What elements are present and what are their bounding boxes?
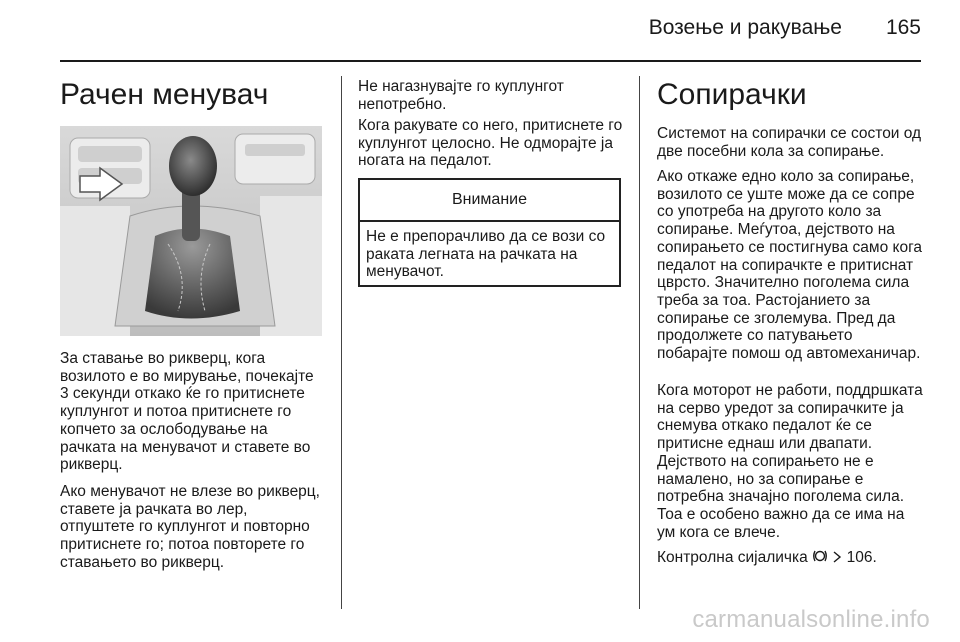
footer-watermark: carmanualsonline.info: [692, 606, 930, 633]
section-heading-manual-transmission: Рачен менувач: [60, 78, 269, 111]
warning-box: [358, 178, 621, 287]
warning-title: Внимание: [360, 180, 619, 222]
column-divider-right: [639, 76, 640, 609]
right-paragraph-2: Ако откаже едно коло за сопирање, возилото се уште може да се сопре со употреба на другото коло за сопирање. Меѓутоа, дејството на сопирањето се постигнува само кога педалот на сопирачкте е притиснат цврсто. Значително поголема сила треба за тоа. Растојанието за сопирање се зголемува. Пред да продолжете со патувањето побарајте помош од автомеханичар.: [657, 168, 922, 363]
right-paragraph-3: Кога моторот не работи, поддршката на серво уредот за сопирачките ја снемува откако педалот ќе се притисне еднаш или двапати. Дејството на сопирањето не е намалено, но за сопирање е потребна значајно поголема сила. Тоа е особено важно да се има на ум кога се влече.: [657, 382, 923, 541]
brake-warning-icon: [812, 548, 828, 564]
indicator-page-link[interactable]: 106.: [846, 549, 877, 566]
middle-paragraph-2: Кога ракувате со него, притиснете го куплунгот целосно. Не одмораjте ја ногата на педалот.: [358, 117, 623, 170]
column-divider-left: [341, 76, 342, 609]
header-title: Возење и ракување: [648, 16, 842, 39]
middle-paragraph-1: Не нагазнувајте го куплунгот непотребно.: [358, 78, 564, 113]
indicator-reference: [657, 548, 925, 567]
header-rule: [60, 60, 921, 62]
right-paragraph-1: Системот на сопирачки се состои од две посебни кола за сопирање.: [657, 125, 922, 160]
left-paragraph-1: За ставање во рикверц, кога возилото е во мирување, почекајте 3 секунди откако ќе го притиснете куплунгот и потоа притиснете го копчето за ослободување на рачката на менувачот и ставете во рикверц.: [60, 350, 314, 474]
left-paragraph-2: Ако менувачот не влезе во рикверц, ставете ја рачката во лер, отпуштете го куплунгот и повторно притиснете го; потоа повторете го ставањето во рикверц.: [60, 483, 320, 571]
section-heading-brakes: Сопирачки: [657, 78, 807, 111]
indicator-prefix: Контролна сијаличка: [657, 549, 808, 566]
page-number: 165: [885, 16, 921, 39]
gear-shift-photo: [60, 126, 322, 336]
warning-text: Не е препорачливо да се вози со раката легната на рачката на менувачот.: [366, 228, 606, 281]
page-reference-icon[interactable]: [832, 550, 842, 564]
